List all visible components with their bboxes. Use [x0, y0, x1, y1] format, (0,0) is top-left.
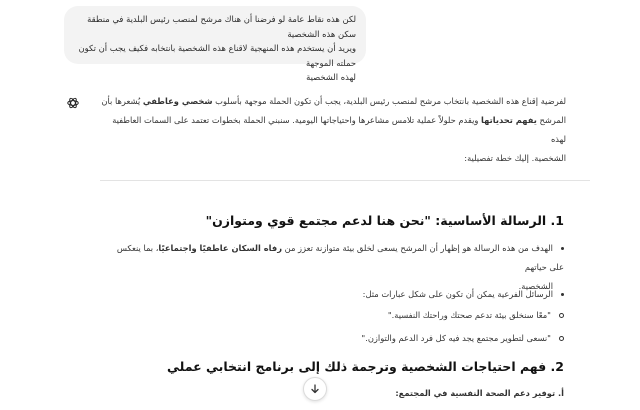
- bullet-continuation: الشخصية.: [518, 281, 553, 291]
- bullet-bold: رفاه السكان عاطفيًا واجتماعيًا: [158, 243, 282, 253]
- user-message-line: لهذه الشخصية: [306, 72, 356, 82]
- intro-line: الشخصية. إليك خطة تفصيلية:: [464, 153, 566, 163]
- sub-bullet-item: [100, 306, 564, 325]
- intro-text: المرشح: [536, 115, 566, 125]
- section-heading: 1. الرسالة الأساسية: "نحن هنا لدعم مجتمع قوي ومتوازن": [205, 213, 564, 228]
- intro-bold: شخصي وعاطفي: [142, 96, 213, 106]
- arrow-down-icon: [310, 384, 320, 394]
- subsection-heading: أ. توفير دعم الصحة النفسية في المجتمع:: [395, 388, 564, 398]
- intro-text: ويقدم حلولاً عملية تلامس مشاعرها واحتياجاتها اليومية. سنبني الحملة بخطوات تعتمد على السمات العاطفية لهذه: [112, 115, 566, 144]
- intro-text: يُشعرها بأن: [101, 96, 143, 106]
- bullet-text: الرسائل الفرعية يمكن أن تكون على شكل عبارات مثل:: [362, 289, 553, 299]
- section-divider: [100, 180, 590, 181]
- bullet-item: [100, 285, 564, 304]
- section-heading: 2. فهم احتياجات الشخصية وترجمة ذلك إلى برنامج انتخابي عملي: [167, 359, 564, 374]
- bullet-dot: [561, 293, 564, 296]
- user-message-line: لكن هذه نقاط عامة لو فرضنا أن هناك مرشح لمنصب رئيس البلدية في منطقة سكن هذه الشخصية: [87, 14, 356, 39]
- scroll-down-button[interactable]: [303, 377, 327, 401]
- intro-bold: يفهم تحدياتها: [481, 115, 537, 125]
- bullet-text: ، بما ينعكس على حياتهم: [116, 243, 564, 272]
- user-message-line: ويريد أن يستخدم هذه المنهجية لاقناع هذه الشخصية بانتخابه فكيف يجب أن تكون حملته الموجهة: [78, 43, 356, 68]
- bullet-text: الهدف من هذه الرسالة هو إظهار أن المرشح يسعى لخلق بيئة متوازنة تعزز من: [282, 243, 553, 253]
- bullet-ring: [559, 313, 564, 318]
- sub-bullet-text: "معًا سنخلق بيئة تدعم صحتك وراحتك النفسية.": [387, 310, 551, 320]
- openai-logo-icon: [66, 95, 80, 109]
- intro-line: [100, 111, 566, 149]
- user-message-bubble: [64, 6, 366, 82]
- bullet-ring: [559, 336, 564, 341]
- intro-text: لفرضية إقناع هذه الشخصية بانتخاب مرشح لمنصب رئيس البلدية، يجب أن تكون الحملة موجهة بأسلوب: [212, 96, 566, 106]
- sub-bullet-item: [100, 329, 564, 348]
- intro-line: [100, 92, 566, 111]
- bullet-dot: [561, 247, 564, 250]
- sub-bullet-text: "نسعى لتطوير مجتمع يجد فيه كل فرد الدعم والتوازن.": [361, 333, 551, 343]
- assistant-intro: [100, 92, 566, 168]
